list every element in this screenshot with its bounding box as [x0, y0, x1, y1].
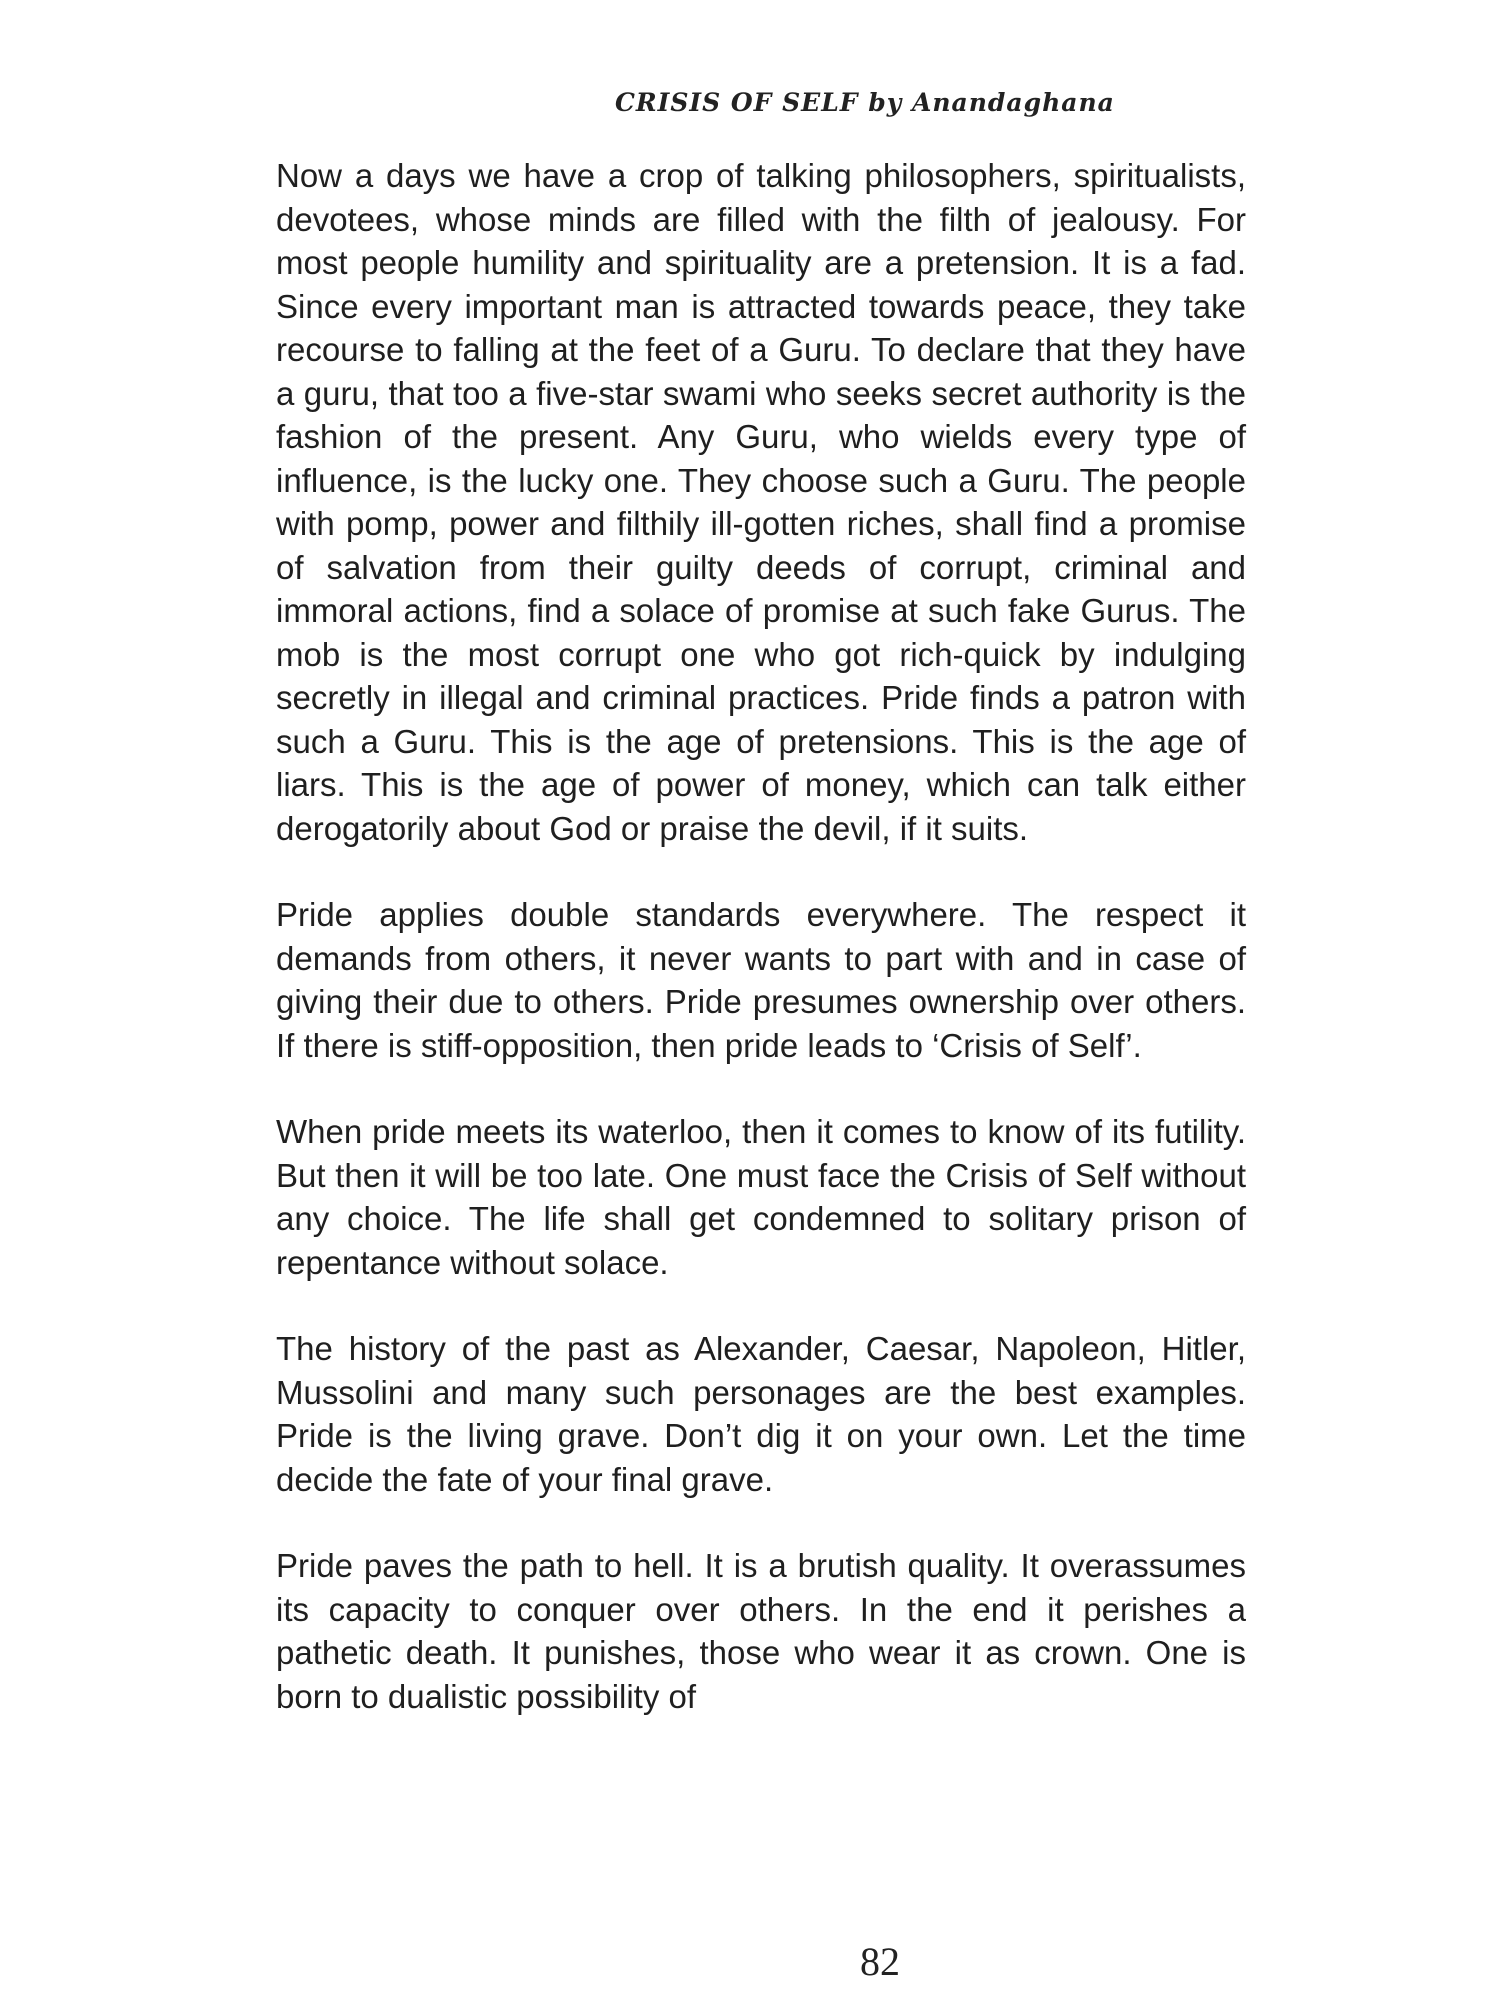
paragraph-5: Pride paves the path to hell. It is a brutish quality. It overassumes its capacity to conquer over others. In the end it perishes a pathetic death. It punishes, those who wear it as crown. One is born to dualistic possibility of [276, 1547, 1246, 1715]
paragraph-4: The history of the past as Alexander, Caesar, Napoleon, Hitler, Mussolini and many such personages are the best examples. Pride is the living grave. Don’t dig it on your own. Let the time decide the fate of your final grave. [276, 1330, 1246, 1498]
paragraph-3: When pride meets its waterloo, then it comes to know of its futility. But then it will be too late. One must face the Crisis of Self without any choice. The life shall get condemned to solitary prison of repentance without solace. [276, 1113, 1246, 1281]
paragraph-2: Pride applies double standards everywhere. The respect it demands from others, it never wants to part with and in case of giving their due to others. Pride presumes ownership over others. If there is stiff-opposition, then pride leads to ‘Crisis of Self’. [276, 896, 1246, 1064]
body-text [276, 154, 1246, 1718]
running-header: CRISIS OF SELF by Anandaghana [615, 88, 1115, 117]
paragraph-1: Now a days we have a crop of talking philosophers, spiritualists, devotees, whose minds are filled with the filth of jealousy. For most people humility and spirituality are a pretension. It is a fad. Since every important man is attracted towards peace, they take recourse to falling at the feet of a Guru. To declare that they have a guru, that too a five-star swami who seeks secret authority is the fashion of the present. Any Guru, who wields every type of influence, is the lucky one. They choose such a Guru. The people with pomp, power and filthily ill-gotten riches, shall find a promise of salvation from their guilty deeds of corrupt, criminal and immoral actions, find a solace of promise at such fake Gurus. The mob is the most corrupt one who got rich-quick by indulging secretly in illegal and criminal practices. Pride finds a patron with such a Guru. This is the age of pretensions. This is the age of liars. This is the age of power of money, which can talk either derogatorily about God or praise the devil, if it suits. [276, 157, 1246, 847]
page-number: 82 [860, 1939, 900, 1984]
